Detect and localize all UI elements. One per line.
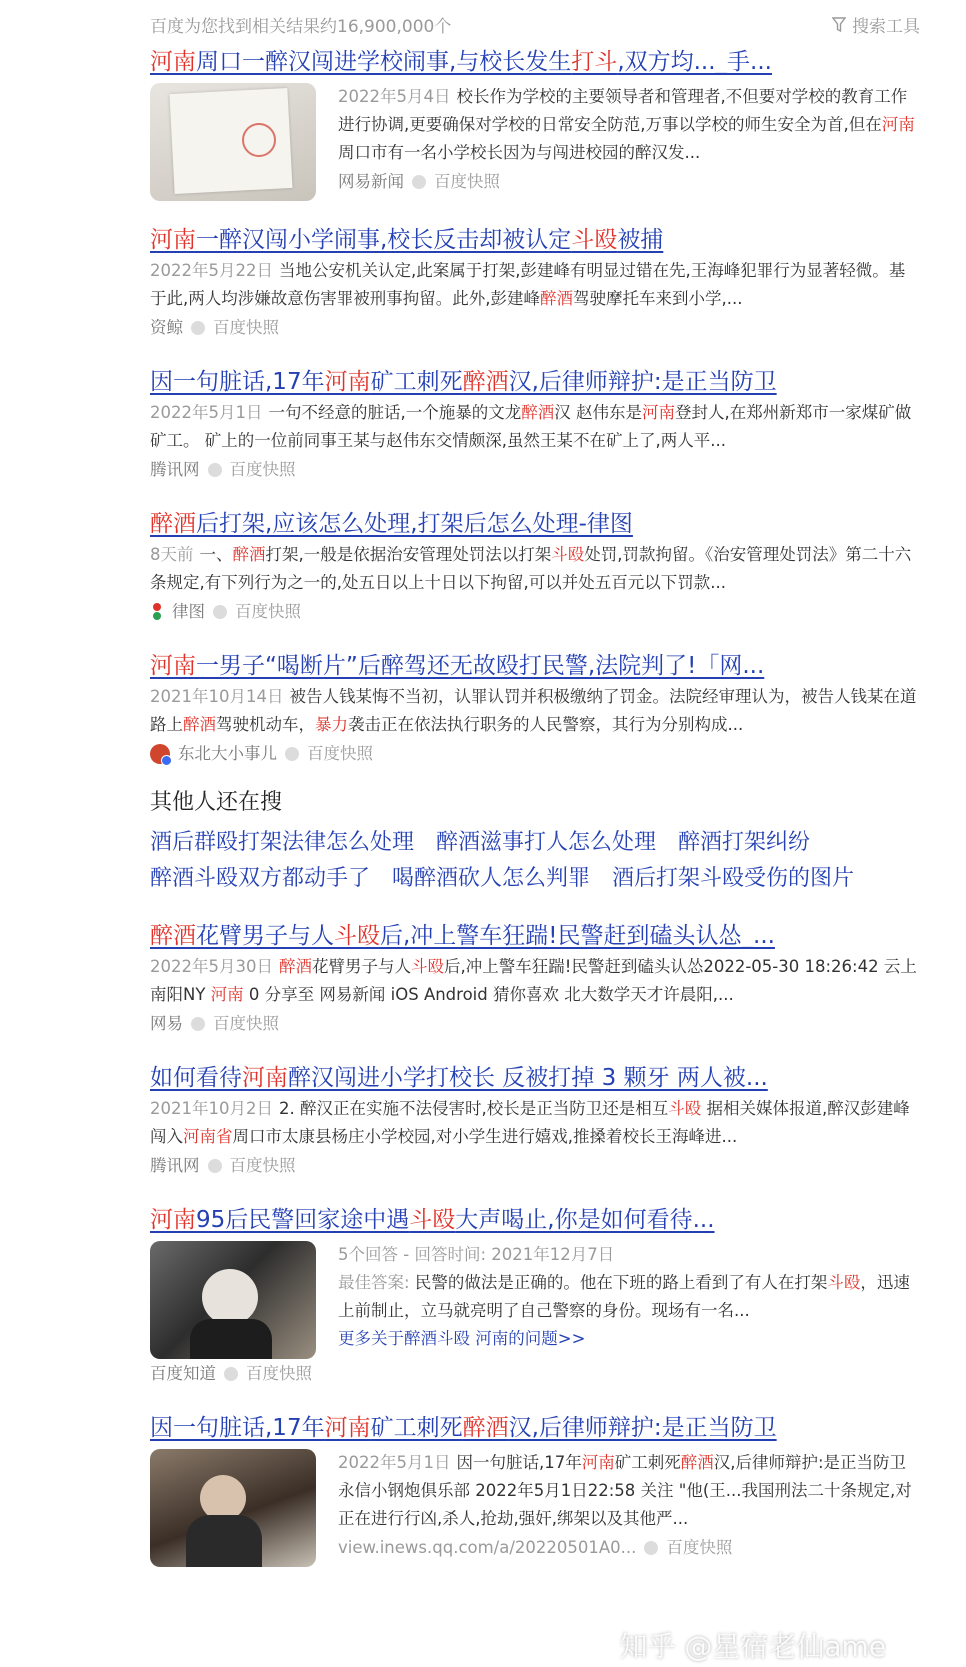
- related-searches: [150, 787, 920, 897]
- result-source-line: [338, 167, 920, 197]
- snapshot-link[interactable]: 百度快照: [235, 602, 301, 621]
- result-count: 百度为您找到相关结果约16,900,000个: [150, 17, 452, 37]
- answer-meta: 5个回答 - 回答时间: 2021年12月7日: [338, 1245, 615, 1264]
- source-name: 网易: [150, 1014, 183, 1033]
- highlight-text: 河南: [150, 653, 196, 679]
- highlight-text: 打斗: [571, 49, 618, 75]
- snapshot-link[interactable]: 百度快照: [246, 1364, 312, 1383]
- result-title-link[interactable]: [150, 45, 920, 79]
- search-results-page: [150, 0, 920, 1589]
- text-segment: 周口一醉汉闯进学校闹事,与校长发生: [196, 49, 572, 75]
- highlight-text: 醉酒: [680, 1453, 714, 1472]
- highlight-text: 醉酒: [462, 1415, 509, 1441]
- result-abstract: [150, 541, 920, 597]
- highlight-text: 斗殴: [409, 1207, 456, 1233]
- best-answer: [338, 1269, 920, 1325]
- result-body: [150, 1449, 920, 1567]
- snapshot-icon: [285, 747, 299, 761]
- related-search-link[interactable]: 醉酒斗殴双方都动手了: [150, 866, 371, 891]
- highlight-text: 河南: [324, 369, 371, 395]
- highlight-text: 河南: [324, 1415, 371, 1441]
- result-abstract: [150, 953, 920, 1009]
- source-name: 腾讯网: [150, 460, 200, 479]
- snapshot-link[interactable]: 百度快照: [213, 1014, 279, 1033]
- related-search-link[interactable]: 酒后群殴打架法律怎么处理: [150, 830, 415, 855]
- highlight-text: 醉酒: [232, 545, 266, 564]
- results-list: [150, 45, 920, 769]
- snapshot-link[interactable]: 百度快照: [229, 1156, 296, 1175]
- snapshot-icon: [191, 1017, 205, 1031]
- lvtu-logo-icon: [150, 603, 164, 621]
- text-segment: 驾驶机动车，: [216, 715, 315, 734]
- text-segment: 打架,一般是依据治安管理处罚法以打架: [265, 545, 552, 564]
- highlight-text: 醉酒: [540, 289, 573, 308]
- result-title-link[interactable]: [150, 365, 920, 399]
- text-segment: 据相关媒体报道,醉汉彭建峰闯入: [150, 1099, 910, 1146]
- related-searches-row: [150, 825, 920, 861]
- text-segment: 登封人,在郑州新郑市一家煤矿做矿工。 矿上的一位前同事王某与赵伟东交情颇深,虽然王某不在矿上了,两人平...: [150, 403, 912, 450]
- search-tools-button[interactable]: [832, 12, 920, 37]
- result-source-line: [338, 1533, 920, 1563]
- snapshot-icon: [644, 1541, 658, 1555]
- text-segment: 醉汉闯进小学打校长 反被打掉 3 颗牙 两人被...: [288, 1065, 768, 1091]
- highlight-text: 河南: [881, 115, 915, 134]
- result-title-link[interactable]: [150, 223, 920, 257]
- best-answer-label: 最佳答案:: [338, 1273, 415, 1292]
- search-tools-label: 搜索工具: [852, 17, 920, 37]
- result-thumbnail[interactable]: [150, 83, 316, 201]
- highlight-text: 河南: [642, 403, 675, 422]
- result-title-link[interactable]: [150, 649, 920, 683]
- text-segment: 0 分享至 网易新闻 iOS Android 猜你喜欢 北大数学天才许晨阳,...: [243, 985, 734, 1004]
- snapshot-link[interactable]: 百度快照: [307, 744, 373, 763]
- highlight-text: 醉酒: [462, 369, 509, 395]
- result-abstract: [338, 1449, 920, 1533]
- text-segment: 因一句脏话,17年: [456, 1453, 582, 1472]
- search-result: [150, 1061, 920, 1181]
- results-header: [150, 0, 920, 45]
- highlight-text: 斗殴: [827, 1273, 861, 1292]
- result-url: view.inews.qq.com/a/20220501A0...: [338, 1538, 637, 1557]
- highlight-text: 河南: [242, 1065, 288, 1091]
- snapshot-icon: [213, 605, 227, 619]
- related-searches-heading: 其他人还在搜: [150, 790, 283, 815]
- result-title-link[interactable]: [150, 1411, 920, 1445]
- result-abstract: [150, 1095, 920, 1151]
- text-segment: 大声喝止,你是如何看待...: [455, 1207, 715, 1233]
- more-questions-link[interactable]: 更多关于醉酒斗殴 河南的问题>>: [338, 1329, 586, 1348]
- related-search-link[interactable]: 醉酒打架纠纷: [678, 830, 811, 855]
- source-name: 百度知道: [150, 1364, 216, 1383]
- text-segment: 校长作为学校的主要领导者和管理者,不但要对学校的教育工作进行协调,更要确保对学校的日常安全防范,万事以学校的师生安全为首,但在: [338, 87, 908, 134]
- snapshot-link[interactable]: 百度快照: [666, 1538, 733, 1557]
- related-searches-row: [150, 861, 920, 897]
- text-segment: 周口市太康县杨庄小学校园,对小学生进行嬉戏,推搡着校长王海峰进...: [232, 1127, 738, 1146]
- text-segment: 后,冲上警车狂踹!民警赶到磕头认怂2022-05-30 18:26:42 云上南阳NY: [150, 957, 917, 1004]
- snapshot-link[interactable]: 百度快照: [213, 318, 279, 337]
- result-source-line: [150, 1009, 920, 1039]
- watermark: 知乎 @星宿老仙ame: [619, 1630, 886, 1663]
- highlight-text: 河南: [581, 1453, 615, 1472]
- result-abstract: [150, 399, 920, 455]
- highlight-text: 暴力: [315, 715, 348, 734]
- filter-icon: [832, 17, 846, 33]
- search-result: [150, 919, 920, 1039]
- highlight-text: 醉酒: [150, 923, 196, 949]
- results-list: [150, 919, 920, 1181]
- related-search-link[interactable]: 酒后打架斗殴受伤的图片: [612, 866, 855, 891]
- text-segment: 花臂男子与人: [196, 923, 334, 949]
- highlight-text: 醉酒: [150, 511, 196, 537]
- highlight-text: 斗殴: [668, 1099, 702, 1118]
- text-segment: 后,冲上警车狂踹!民警赶到磕头认怂_...: [380, 923, 775, 949]
- text-segment: 因一句脏话,17年: [150, 1415, 325, 1441]
- qa-result: [150, 1203, 920, 1389]
- highlight-text: 醉酒: [521, 403, 555, 422]
- text-segment: 一句不经意的脏话,一个施暴的文龙: [268, 403, 522, 422]
- result-text-column: [338, 1241, 920, 1359]
- highlight-text: 醉酒: [279, 957, 312, 976]
- result-source-line: [150, 313, 920, 343]
- highlight-text: 河南: [150, 49, 196, 75]
- highlight-text: 醉酒: [183, 715, 216, 734]
- result-thumbnail[interactable]: [150, 1449, 316, 1567]
- highlight-text: 河南: [150, 1207, 196, 1233]
- result-source-line: [150, 455, 920, 485]
- text-segment: 矿工刺死: [370, 369, 463, 395]
- result-date: 2021年10月14日: [150, 687, 284, 706]
- text-segment: 花臂男子与人: [312, 957, 411, 976]
- result-abstract: [150, 683, 920, 739]
- result-title-link[interactable]: [150, 507, 920, 541]
- search-result: [150, 1411, 920, 1567]
- highlight-text: 河南: [210, 985, 244, 1004]
- text-segment: 一男子“喝断片”后醉驾还无故殴打民警,法院判了!「网...: [196, 653, 765, 679]
- snapshot-icon: [208, 463, 222, 477]
- text-segment: 袭击正在依法执行职务的人民警察，其行为分别构成...: [348, 715, 744, 734]
- search-result: [150, 507, 920, 627]
- result-date: 2022年5月30日: [150, 957, 273, 976]
- text-segment: ，迅速上前制止，立马就亮明了自己警察的身份。现场有一名...: [338, 1273, 910, 1320]
- highlight-text: 斗殴: [571, 227, 618, 253]
- result-title-link[interactable]: [150, 1203, 920, 1237]
- text-segment: 汉,后律师辩护:是正当防卫: [508, 1415, 777, 1441]
- source-name: 律图: [172, 602, 205, 621]
- result-date: 2022年5月1日: [150, 403, 263, 422]
- result-title-link[interactable]: [150, 1061, 920, 1095]
- result-abstract: [338, 83, 920, 167]
- text-segment: 2. 醉汉正在实施不法侵害时,校长是正当防卫还是相互: [279, 1099, 669, 1118]
- text-segment: ,双方均..._手...: [617, 49, 772, 75]
- result-text-column: [338, 1449, 920, 1567]
- source-name: 东北大小事儿: [178, 744, 277, 763]
- result-body: [150, 83, 920, 201]
- highlight-text: 斗殴: [334, 923, 380, 949]
- result-title-link[interactable]: [150, 919, 920, 953]
- result-body: [150, 1241, 920, 1359]
- result-date: 2022年5月1日: [338, 1453, 451, 1472]
- result-abstract: [150, 257, 920, 313]
- search-result: [150, 649, 920, 769]
- highlight-text: 斗殴: [411, 957, 444, 976]
- snapshot-icon: [208, 1159, 222, 1173]
- text-segment: 汉 赵伟东是: [554, 403, 642, 422]
- text-segment: 95后民警回家途中遇: [196, 1207, 410, 1233]
- search-result: [150, 365, 920, 485]
- highlight-text: 斗殴: [551, 545, 585, 564]
- result-date: 2021年10月2日: [150, 1099, 273, 1118]
- text-segment: 矿工刺死: [614, 1453, 681, 1472]
- snapshot-icon: [412, 175, 426, 189]
- result-date: 2022年5月4日: [338, 87, 451, 106]
- text-segment: 一、: [199, 545, 233, 564]
- text-segment: 处罚,罚款拘留。《治安管理处罚法》第二十六条规定,有下列行为之一的,处五日以上十日以下拘留,可以并处五百元以下罚款...: [150, 545, 912, 592]
- text-segment: 如何看待: [150, 1065, 242, 1091]
- text-segment: 矿工刺死: [370, 1415, 463, 1441]
- avatar: [150, 744, 170, 764]
- search-result: [150, 223, 920, 343]
- snapshot-link[interactable]: 百度快照: [434, 172, 500, 191]
- text-segment: 驾驶摩托车来到小学,...: [573, 289, 743, 308]
- highlight-text: 河南省: [183, 1127, 233, 1146]
- result-source-line: [150, 1359, 920, 1389]
- text-segment: 周口市有一名小学校长因为与闯进校园的醉汉发...: [338, 143, 701, 162]
- text-segment: 汉,后律师辩护:是正当防卫 永信小钢炮俱乐部 2022年5月1日22:58 关注 "他(王...我国刑法二十条规定,对正在进行行凶,杀人,抢劫,强奸,绑架以及其他严...: [338, 1453, 912, 1528]
- search-result: [150, 45, 920, 201]
- result-thumbnail[interactable]: [150, 1241, 316, 1359]
- result-source-line: [150, 1151, 920, 1181]
- source-name: 资鲸: [150, 318, 183, 337]
- text-segment: 民警的做法是正确的。他在下班的路上看到了有人在打架: [414, 1273, 828, 1292]
- text-segment: 汉,后律师辩护:是正当防卫: [508, 369, 777, 395]
- result-source-line: [150, 739, 920, 769]
- source-name: 网易新闻: [338, 172, 404, 191]
- related-search-link[interactable]: 喝醉酒砍人怎么判罪: [392, 866, 591, 891]
- snapshot-icon: [191, 321, 205, 335]
- source-name: 腾讯网: [150, 1156, 200, 1175]
- snapshot-link[interactable]: 百度快照: [229, 460, 296, 479]
- result-source-line: [150, 597, 920, 627]
- text-segment: 因一句脏话,17年: [150, 369, 325, 395]
- result-date: 8天前: [150, 545, 194, 564]
- highlight-text: 河南: [150, 227, 196, 253]
- text-segment: 一醉汉闯小学闹事,校长反击却被认定: [196, 227, 572, 253]
- result-date: 2022年5月22日: [150, 261, 273, 280]
- snapshot-icon: [224, 1367, 238, 1381]
- text-segment: 后打架,应该怎么处理,打架后怎么处理-律图: [196, 511, 633, 537]
- text-segment: 被告人钱某悔不当初，认罪认罚并积极缴纳了罚金。法院经审理认为，被告人钱某在道路上: [150, 687, 917, 734]
- related-search-link[interactable]: 醉酒滋事打人怎么处理: [436, 830, 657, 855]
- result-text-column: [338, 83, 920, 201]
- text-segment: 被捕: [617, 227, 664, 253]
- text-segment: 当地公安机关认定,此案属于打架,彭建峰有明显过错在先,王海峰犯罪行为显著轻微。基于此,两人均涉嫌故意伤害罪被刑事拘留。此外,彭建峰: [150, 261, 906, 308]
